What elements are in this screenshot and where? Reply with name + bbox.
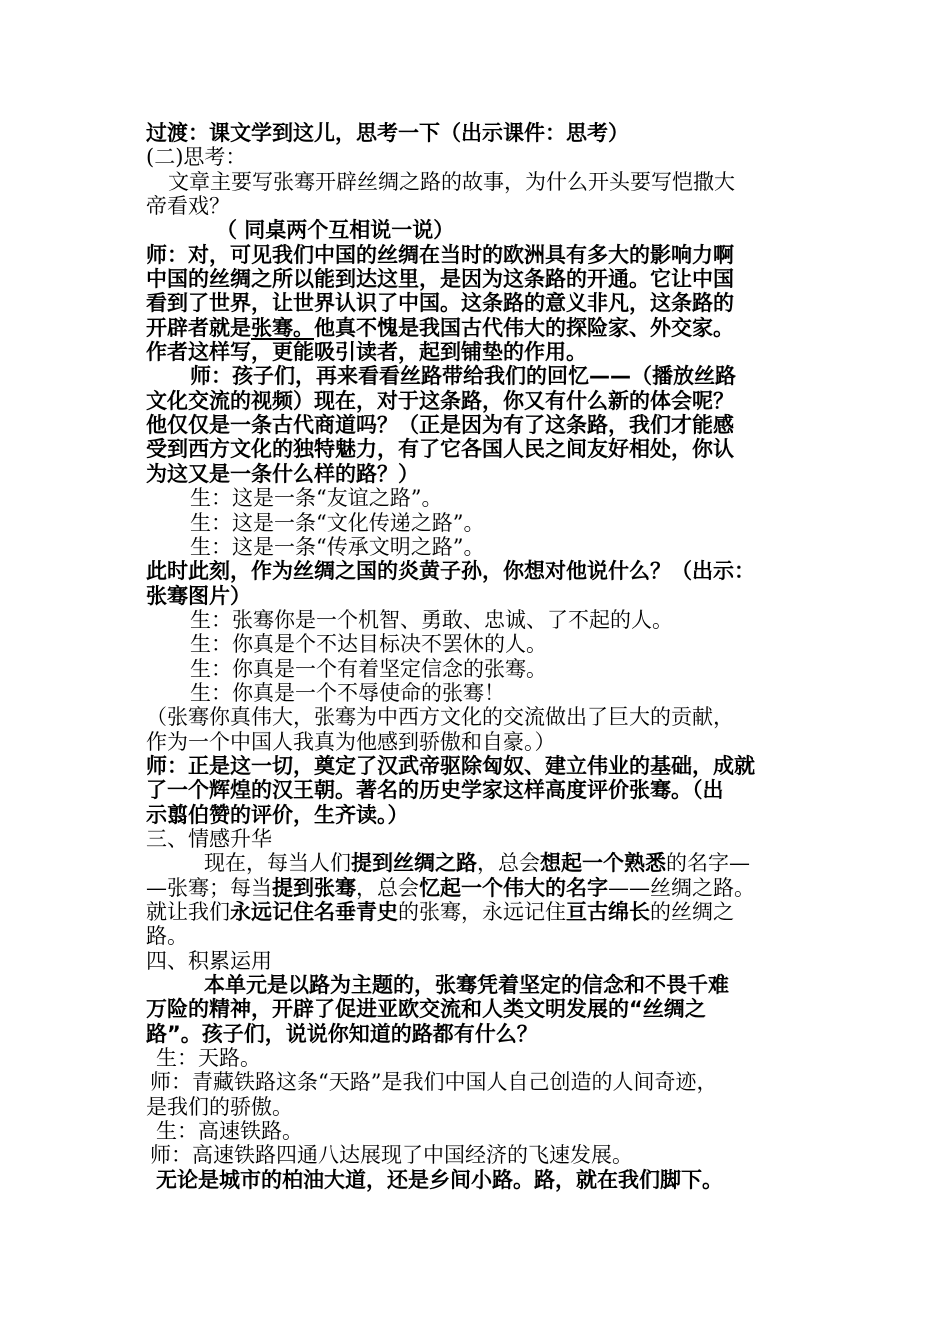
text-line <box>146 243 826 267</box>
text-line <box>146 632 826 656</box>
text-line <box>146 997 826 1021</box>
text-line <box>146 949 826 973</box>
text-segment: 了一个辉煌的汉王朝。著名的历史学家这样高度评价张骞。（出 <box>146 778 724 803</box>
text-segment: 提到张骞 <box>272 875 356 900</box>
text-line <box>146 486 826 510</box>
text-line <box>146 194 826 218</box>
text-segment: 生：这是一条“友谊之路”。 <box>190 486 443 511</box>
text-segment: 师：正是这一切，奠定了汉武帝驱除匈奴、建立伟业的基础，成就 <box>146 753 755 778</box>
text-segment: 生：你真是个不达目标决不罢休的人。 <box>190 632 547 657</box>
text-line <box>146 291 826 315</box>
text-line <box>146 316 826 340</box>
text-segment: 提到丝绸之路 <box>351 851 477 876</box>
text-segment: 三、情感升华 <box>146 826 272 851</box>
text-segment: 路。 <box>146 924 188 949</box>
text-segment: 帝看戏？ <box>146 194 230 219</box>
document-body <box>146 121 826 1192</box>
text-line <box>146 827 826 851</box>
text-line <box>146 584 826 608</box>
text-line <box>146 145 826 169</box>
text-segment: 为这又是一条什么样的路？） <box>146 461 419 486</box>
text-segment: 亘古绵长 <box>566 900 650 924</box>
text-line <box>146 121 826 145</box>
text-segment: 的丝绸之 <box>650 900 734 924</box>
text-segment: 现在，每当人们 <box>204 851 351 876</box>
text-segment: 生：高速铁路。 <box>156 1119 303 1144</box>
text-line <box>146 267 826 291</box>
text-segment: 想起一个熟悉 <box>540 851 666 876</box>
text-line <box>146 1095 826 1119</box>
text-segment: 中国的丝绸之所以能到达这里，是因为这条路的开通。它让中国 <box>146 267 734 292</box>
text-line <box>146 511 826 535</box>
text-line <box>146 1143 826 1167</box>
text-line <box>146 778 826 802</box>
text-line <box>146 1168 826 1192</box>
text-segment: 过渡：课文学到这儿，思考一下（出示课件：思考） <box>146 121 629 145</box>
text-line <box>146 340 826 364</box>
text-line <box>146 170 826 194</box>
text-line <box>146 1070 826 1094</box>
text-segment: 的名字— <box>666 851 750 876</box>
text-segment: （张骞你真伟大，张骞为中西方文化的交流做出了巨大的贡献， <box>146 705 734 730</box>
text-segment: 文章主要写张骞开辟丝绸之路的故事，为什么开头要写恺撒大 <box>168 169 735 194</box>
text-segment: 路”。孩子们，说说你知道的路都有什么？ <box>146 1021 538 1046</box>
text-line <box>146 681 826 705</box>
text-segment: 他仅仅是一条古代商道吗？（正是因为有了这条路，我们才能感 <box>146 413 734 438</box>
text-segment: 师：青藏铁路这条“天路”是我们中国人自己创造的人间奇迹， <box>150 1070 718 1095</box>
text-line <box>146 754 826 778</box>
text-segment: 师：高速铁路四通八达展现了中国经济的飞速发展。 <box>150 1143 633 1168</box>
text-segment: 作者这样写，更能吸引读者，起到铺垫的作用。 <box>146 340 587 365</box>
text-segment: 生：天路。 <box>156 1046 261 1071</box>
text-line <box>146 973 826 997</box>
text-segment: 无论是城市的柏油大道，还是乡间小路。路，就在我们脚下。 <box>156 1167 723 1192</box>
text-segment: 示翦伯赞的评价，生齐读。） <box>146 802 409 827</box>
text-segment: 张骞图片） <box>146 583 251 608</box>
text-line <box>146 535 826 559</box>
text-segment: 本单元是以路为主题的，张骞凭着坚定的信念和不畏千难 <box>204 973 729 998</box>
text-line <box>146 364 826 388</box>
text-line <box>146 1046 826 1070</box>
text-line <box>146 705 826 729</box>
text-line <box>146 876 826 900</box>
text-line <box>146 218 826 242</box>
text-segment: 开辟者就是 <box>146 315 251 340</box>
text-segment: (二)思考： <box>146 145 247 170</box>
text-line <box>146 389 826 413</box>
text-segment: 师：孩子们，再来看看丝路带给我们的回忆——（播放丝路 <box>190 364 736 389</box>
text-segment: 他真不愧是我国古代伟大的探险家、外交家。 <box>314 315 734 340</box>
text-segment: 就让我们 <box>146 900 230 924</box>
text-segment: 生：张骞你是一个机智、勇敢、忠诚、了不起的人。 <box>190 607 673 632</box>
text-segment: —张骞；每当 <box>146 875 272 900</box>
text-segment: 受到西方文化的独特魅力，有了它各国人民之间友好相处，你认 <box>146 437 734 462</box>
text-segment: ——丝绸之路。 <box>608 875 755 900</box>
text-segment: 永远记住名垂青史 <box>230 900 398 924</box>
text-line <box>146 803 826 827</box>
text-segment: 看到了世界，让世界认识了中国。这条路的意义非凡，这条路的 <box>146 291 734 316</box>
text-line <box>146 437 826 461</box>
text-segment: （ 同桌两个互相说一说） <box>216 218 455 243</box>
text-segment: 是我们的骄傲。 <box>146 1094 293 1119</box>
text-segment: 四、积累运用 <box>146 948 272 973</box>
text-line <box>146 730 826 754</box>
text-line <box>146 900 826 924</box>
text-segment: 忆起一个伟大的名字 <box>419 875 608 900</box>
text-segment: 生：这是一条“传承文明之路”。 <box>190 534 485 559</box>
text-segment: 万险的精神，开辟了促进亚欧交流和人类文明发展的“丝绸之 <box>146 997 706 1022</box>
text-line <box>146 924 826 948</box>
text-line <box>146 608 826 632</box>
text-segment: 生：你真是一个有着坚定信念的张骞。 <box>190 656 547 681</box>
text-segment: 生：这是一条“文化传递之路”。 <box>190 510 485 535</box>
text-segment: ，总会 <box>477 851 540 876</box>
text-segment: 的张骞，永远记住 <box>398 900 566 924</box>
text-segment: 文化交流的视频）现在，对于这条路，你又有什么新的体会呢？ <box>146 388 734 413</box>
text-segment: 作为一个中国人我真为他感到骄傲和自豪。） <box>146 729 556 754</box>
text-line <box>146 413 826 437</box>
text-line <box>146 657 826 681</box>
text-segment: 师：对，可见我们中国的丝绸在当时的欧洲具有多大的影响力啊 <box>146 242 734 267</box>
text-line <box>146 559 826 583</box>
text-segment: ，总会 <box>356 875 419 900</box>
text-line <box>146 462 826 486</box>
text-line <box>146 1119 826 1143</box>
text-segment: 生：你真是一个不辱使命的张骞！ <box>190 680 505 705</box>
text-line <box>146 1022 826 1046</box>
text-segment: 此时此刻，作为丝绸之国的炎黄子孙，你想对他说什么？（出示： <box>146 559 755 584</box>
text-line <box>146 851 826 875</box>
text-segment: 张骞。 <box>251 315 314 340</box>
